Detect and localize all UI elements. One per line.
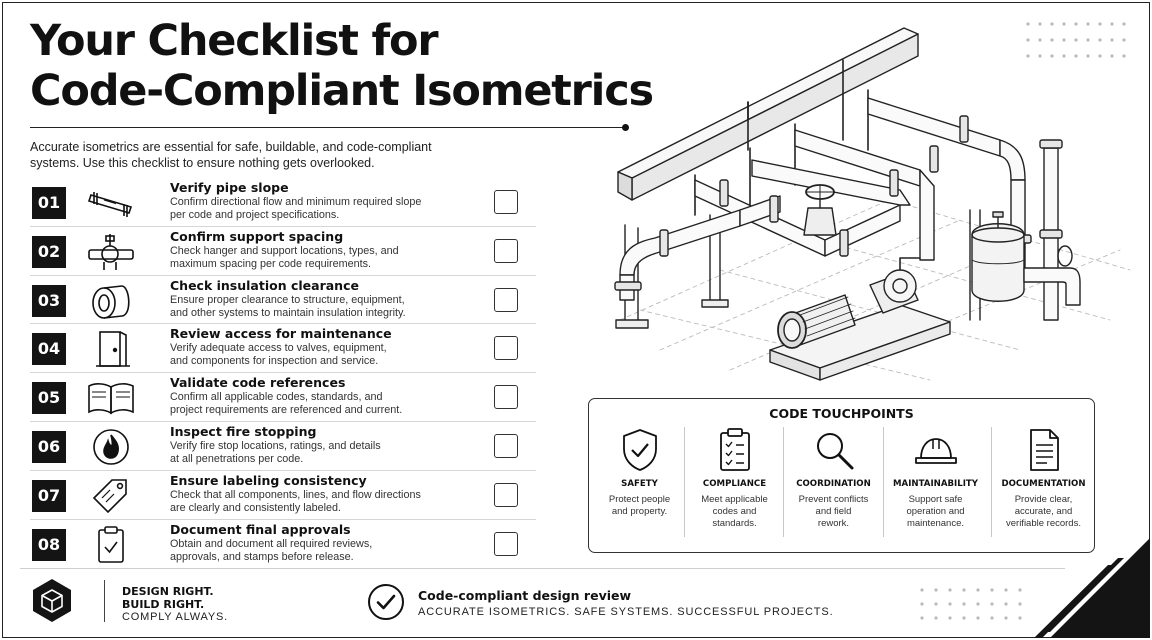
item-number: 03 [32, 285, 66, 317]
item-description [170, 294, 460, 320]
checklist [30, 178, 536, 568]
footer-divider [20, 568, 1065, 569]
riser-pipe [1024, 140, 1080, 320]
review-subtitle: ACCURATE ISOMETRICS. SAFE SYSTEMS. SUCCESSFUL PROJECTS. [418, 606, 834, 618]
item-number: 06 [32, 431, 66, 463]
touchpoint-separator [991, 427, 992, 537]
touchpoint-name: COORDINATION [796, 479, 871, 489]
pump-skid [770, 258, 950, 380]
item-desc-line: Check hanger and support locations, types, and [170, 244, 399, 257]
fire-icon [86, 427, 136, 467]
insulation-roll-icon [86, 281, 136, 321]
checklist-item-4 [30, 324, 536, 373]
touchpoint-desc-line: verifiable records. [1006, 518, 1081, 529]
item-description [170, 489, 460, 515]
touchpoint-desc-line: Meet applicable [701, 494, 768, 505]
item-description [170, 245, 460, 271]
isometric-piping-illustration [600, 20, 1140, 395]
title-underline [30, 127, 625, 128]
item-desc-line: approvals, and stamps before release. [170, 550, 354, 563]
touchpoint-compliance [684, 427, 785, 545]
shield-check-icon [617, 427, 663, 473]
checklist-item-7 [30, 471, 536, 520]
item-title: Confirm support spacing [170, 228, 344, 244]
door-icon [86, 329, 136, 369]
touchpoint-coordination [783, 427, 884, 545]
item-desc-line: Verify fire stop locations, ratings, and details [170, 439, 381, 452]
touchpoint-maintainability [885, 427, 986, 545]
tag-icon [86, 476, 136, 516]
touchpoint-desc-line: rework. [817, 518, 850, 529]
touchpoint-desc-line: Prevent conflicts [798, 494, 869, 505]
checkbox-item-3[interactable] [494, 288, 518, 312]
intro-line-2: systems. Use this checklist to ensure nothing gets overlooked. [30, 156, 375, 170]
gate-valve [804, 185, 836, 235]
touchpoint-desc-line: standards. [712, 518, 757, 529]
item-title: Inspect fire stopping [170, 423, 317, 439]
tagline-line-3: COMPLY ALWAYS. [122, 611, 228, 623]
checklist-item-8 [30, 520, 536, 569]
checkbox-item-1[interactable] [494, 190, 518, 214]
item-description [170, 391, 460, 417]
touchpoint-desc [885, 494, 986, 530]
intro-line-1: Accurate isometrics are essential for safe, buildable, and code-compliant [30, 140, 432, 154]
checklist-item-1 [30, 178, 536, 227]
item-number: 07 [32, 480, 66, 512]
touchpoint-desc-line: codes and [712, 506, 757, 517]
footer-vertical-separator [104, 580, 105, 622]
checklist-item-3 [30, 276, 536, 325]
magnifier-icon [811, 427, 857, 473]
item-desc-line: maximum spacing per code requirements. [170, 257, 372, 270]
checkbox-item-2[interactable] [494, 239, 518, 263]
touchpoint-desc-line: operation and [906, 506, 965, 517]
touchpoint-desc [589, 494, 690, 518]
isometric-cube-logo [30, 578, 74, 622]
item-description [170, 196, 460, 222]
touchpoint-desc-line: and field [815, 506, 852, 517]
clipboard-list-icon [712, 427, 758, 473]
item-title: Review access for maintenance [170, 326, 392, 342]
tagline-line-1: DESIGN RIGHT. [122, 585, 214, 598]
touchpoint-desc-line: accurate, and [1014, 506, 1073, 517]
tagline-line-2: BUILD RIGHT. [122, 598, 205, 611]
touchpoint-safety [589, 427, 690, 545]
clipboard-check-icon [86, 525, 136, 565]
item-desc-line: and components for inspection and service. [170, 355, 379, 368]
title-line-1: Your Checklist for [30, 16, 438, 66]
pipe-slope-icon [86, 183, 136, 223]
touchpoint-name: MAINTAINABILITY [893, 479, 978, 489]
touchpoint-desc-line: and property. [611, 506, 668, 517]
item-title: Check insulation clearance [170, 277, 359, 293]
touchpoint-desc [684, 494, 785, 530]
page-title [30, 16, 653, 116]
item-desc-line: project requirements are referenced and current. [170, 404, 403, 417]
item-description [170, 538, 460, 564]
item-desc-line: are clearly and consistently labeled. [170, 501, 342, 514]
intro-text [30, 139, 470, 171]
review-title: Code-compliant design review [418, 588, 632, 603]
corner-stripes-decoration [1000, 520, 1150, 638]
item-description [170, 342, 460, 368]
hard-hat-icon [913, 427, 959, 473]
item-desc-line: Confirm all applicable codes, standards, and [170, 391, 383, 404]
item-desc-line: Verify adequate access to valves, equipment, [170, 342, 387, 355]
item-number: 04 [32, 333, 66, 365]
document-icon [1021, 427, 1067, 473]
checklist-item-2 [30, 227, 536, 276]
item-desc-line: at all penetrations per code. [170, 452, 304, 465]
item-number: 05 [32, 382, 66, 414]
item-title: Validate code references [170, 375, 346, 391]
check-circle-icon [367, 583, 405, 621]
item-title: Document final approvals [170, 521, 351, 537]
touchpoint-name: SAFETY [621, 479, 658, 489]
item-number: 08 [32, 529, 66, 561]
item-number: 01 [32, 187, 66, 219]
item-title: Ensure labeling consistency [170, 472, 367, 488]
checkbox-item-4[interactable] [494, 336, 518, 360]
checkbox-item-5[interactable] [494, 385, 518, 409]
item-desc-line: per code and project specifications. [170, 209, 340, 221]
touchpoint-desc-line: Provide clear, [1014, 494, 1073, 505]
checkbox-item-8[interactable] [494, 532, 518, 556]
item-desc-line: Check that all components, lines, and flow directions [170, 488, 421, 501]
checklist-item-5 [30, 373, 536, 422]
item-desc-line: Obtain and document all required reviews, [170, 537, 373, 550]
open-book-icon [86, 378, 136, 418]
touchpoint-name: COMPLIANCE [702, 479, 767, 489]
touchpoint-desc-line: Support safe [908, 494, 963, 505]
title-line-2: Code-Compliant Isometrics [30, 66, 653, 116]
touchpoint-desc-line: maintenance. [906, 518, 965, 529]
item-title: Verify pipe slope [170, 180, 289, 195]
item-desc-line: Confirm directional flow and minimum required slope [170, 196, 422, 208]
item-description [170, 440, 460, 466]
pipe-hanger-icon [86, 232, 136, 272]
touchpoint-desc [783, 494, 884, 530]
checkbox-item-6[interactable] [494, 434, 518, 458]
item-desc-line: and other systems to maintain insulation integrity. [170, 306, 406, 319]
touchpoint-separator [883, 427, 884, 537]
dot-pattern-top [1024, 20, 1134, 60]
checkbox-item-7[interactable] [494, 483, 518, 507]
touchpoints-title: CODE TOUCHPOINTS [769, 406, 914, 421]
touchpoint-desc-line: Protect people [608, 494, 671, 505]
item-desc-line: Ensure proper clearance to structure, equipment, [170, 293, 405, 306]
item-number: 02 [32, 236, 66, 268]
touchpoint-name: DOCUMENTATION [1001, 479, 1086, 489]
checklist-item-6 [30, 422, 536, 471]
